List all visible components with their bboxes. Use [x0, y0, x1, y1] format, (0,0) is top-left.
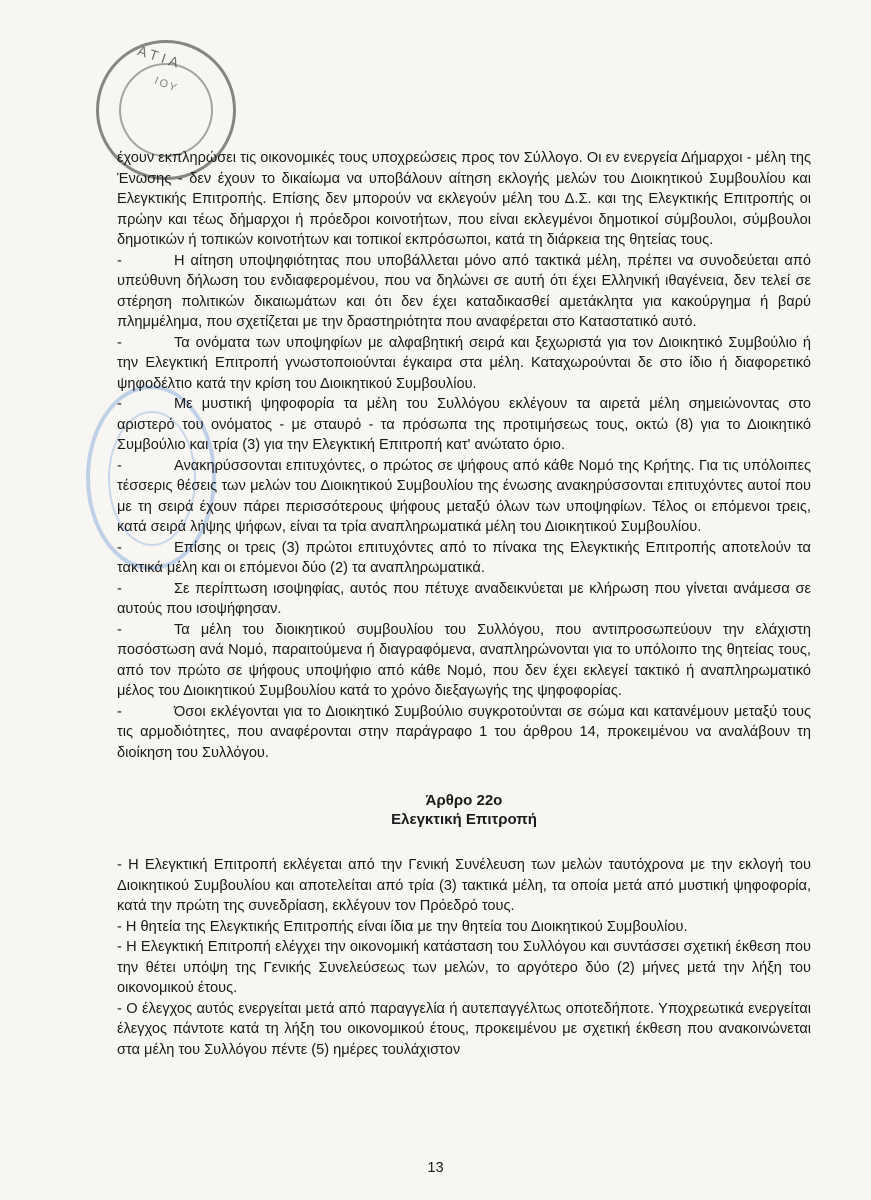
dash-item: [117, 456, 811, 538]
article-paragraph: - Η θητεία της Ελεγκτικής Επιτροπής είναι ίδια με την θητεία του Διοικητικού Συμβουλίου.: [117, 918, 688, 935]
dash-item-text: Με μυστική ψηφοφορία τα μέλη του Συλλόγου εκλέγουν τα αιρετά μέλη σημειώνοντας στο αριστερό του ονόματος - με σταυρό - τα πρόσωπα της προτιμήσεως τους, οκτώ (8) για το Διοικητικό Συμβούλιο και τρία (3) για την Ελεγκτική Επιτροπή κατ' ανώτατο όριο.: [117, 396, 811, 453]
dash-item: [117, 620, 811, 702]
dash-item: [117, 538, 811, 579]
dash-item-text: Τα μέλη του διοικητικού συμβουλίου του Συλλόγου, που αντιπροσωπεύουν την ελάχιστη ποσόστωση ανά Νομό, παραιτούμενα ή διαγραφόμενα, αναπληρώνονται για το υπόλοιπο της θητείας τους, από τον πρώτο σε ψήφους υποψήφιο από κάθε Νομό, που δεν έχει εκλεγεί τακτικό ή αναπληρωματικό μέλος του Διοικητικού Συμβουλίου κατά το χρόνο διεξαγωγής της ψηφοφορίας.: [117, 621, 811, 699]
dash-item: [117, 702, 811, 764]
dash-item: [117, 394, 811, 456]
article-number: Άρθρο 22ο: [425, 792, 503, 809]
dash-item-text: Ανακηρύσσονται επιτυχόντες, ο πρώτος σε ψήφους από κάθε Νομό της Κρήτης. Για τις υπόλοιπες τέσσερις θέσεις των μελών του Διοικητικού Συμβουλίου της ένωσης ανακηρύσσονται επιτυχόντες αυτοί που με τη σειρά έχουν πάρει περισσότερους ψήφους μεταξύ όλων των υποψηφίων. Τέλος οι επόμενοι τρεις, κατά σειρά λήψης ψήφων, είναι τα τρία αναπληρωματικά μέλη του Διοικητικού Συμβουλίου.: [117, 457, 811, 535]
document-body: [117, 148, 811, 1060]
dash-marker: -: [117, 334, 122, 351]
dash-item-text: Η αίτηση υποψηφιότητας που υποβάλλεται μόνο από τακτικά μέλη, πρέπει να συνοδεύεται από υπεύθυνη δήλωση του ενδιαφερομένου, που να δηλώνει σε αυτή ότι έχει Ελληνική ιθαγένεια, δεν τελεί σε στέρηση πολιτικών δικαιωμάτων και ότι δεν έχει καταδικασθεί αμετάκλητα για κακούργημα ή βαρύ πλημμέλημα, που σχετίζεται με την δραστηριότητα που αναφέρεται στο Καταστατικό αυτό.: [117, 252, 811, 330]
dash-item: [117, 579, 811, 620]
dash-item: [117, 251, 811, 333]
dash-item-text: Σε περίπτωση ισοψηφίας, αυτός που πέτυχε αναδεικνύεται με κλήρωση που γίνεται ανάμεσα σε αυτούς που ισοψήφησαν.: [117, 580, 811, 617]
stamp-text-inner: ΙΟΥ: [152, 74, 180, 96]
dash-item-text: Επίσης οι τρεις (3) πρώτοι επιτυχόντες από το πίνακα της Ελεγκτικής Επιτροπής αποτελούν τα τακτικά μέλη και οι επόμενοι δύο (2) τα αναπληρωματικά.: [117, 539, 811, 576]
dash-item: [117, 333, 811, 395]
dash-marker: -: [117, 703, 122, 720]
paragraph: έχουν εκπληρώσει τις οικονομικές τους υποχρεώσεις προς τον Σύλλογο. Οι εν ενεργεία Δήμαρχοι - μέλη της Ένωσης - δεν έχουν το δικαίωμα να υποβάλουν αίτηση εκλογής μελών του Διοικητικού Συμβουλίου και Ελεγκτικής Επιτροπής. Επίσης δεν μπορούν να εκλεγούν μέλη του Δ.Σ. και της Ελεγκτικής Επιτροπής οι πρώην και τέως δήμαρχοι ή πρόεδροι κοινοτήτων, που είναι εκλεγμένοι δημοτικοί σύμβουλοι, σύμβουλοι δημοτικών ή τοπικών κοινοτήτων και τοπικοί εκπρόσωποι, κατά τη διάρκεια της θητείας τους.: [117, 150, 811, 248]
stamp-inner-ring: [119, 63, 213, 157]
article-paragraph: - Η Ελεγκτική Επιτροπή εκλέγεται από την Γενική Συνέλευση των μελών ταυτόχρονα με την εκλογή του Διοικητικού Συμβουλίου και αποτελείται από τρία (3) τακτικά μέλη, τα οποία μετά από μυστική ψηφοφορία, κατά την πρώτη της συνεδρίαση, εκλέγουν τον Πρόεδρό τους.: [117, 857, 811, 914]
dash-marker: -: [117, 539, 122, 556]
article-paragraph: - Η Ελεγκτική Επιτροπή ελέγχει την οικονομική κατάσταση του Συλλόγου και συντάσσει σχετική έκθεση που την θέτει υπόψη της Γενικής Συνελεύσεως των μελών, το αργότερο δύο (2) μήνες μετά την λήξη του οικονομικού έτους.: [117, 939, 811, 996]
article-title: Ελεγκτική Επιτροπή: [391, 811, 537, 828]
dash-item-text: Όσοι εκλέγονται για το Διοικητικό Συμβούλιο συγκροτούνται σε σώμα και κατανέμουν μεταξύ τους τις αρμοδιότητες, που αναφέρονται στην παράγραφο 1 του άρθρου 14, προκειμένου να αναλάβουν τη διοίκηση του Συλλόγου.: [117, 703, 811, 761]
dash-marker: -: [117, 252, 122, 269]
dash-marker: -: [117, 621, 122, 638]
dash-item-text: Τα ονόματα των υποψηφίων με αλφαβητική σειρά και ξεχωριστά για τον Διοικητικό Συμβούλιο ή την Ελεγκτική Επιτροπή γνωστοποιούνται έγκαιρα στα μέλη. Καταχωρούνται δε στο ίδιο ή διαφορετικό ψηφοδέλτιο κατά την κρίση του Διοικητικού Συμβουλίου.: [117, 334, 811, 392]
page-number: 13: [427, 1160, 444, 1176]
stamp-text: ΑΤΙΑ: [135, 42, 185, 72]
dash-marker: -: [117, 580, 122, 597]
dash-marker: -: [117, 396, 122, 412]
dash-marker: -: [117, 457, 122, 474]
article-paragraph: - Ο έλεγχος αυτός ενεργείται μετά από παραγγελία ή αυτεπαγγέλτως οποτεδήποτε. Υποχρεωτικά ενεργείται έλεγχος πάντοτε κατά τη λήξη του οικονομικού έτους, προκειμένου με σχετική έκθεση που ανακοινώνεται στα μέλη του Συλλόγου πέντε (5) ημέρες τουλάχιστον: [117, 1000, 811, 1058]
